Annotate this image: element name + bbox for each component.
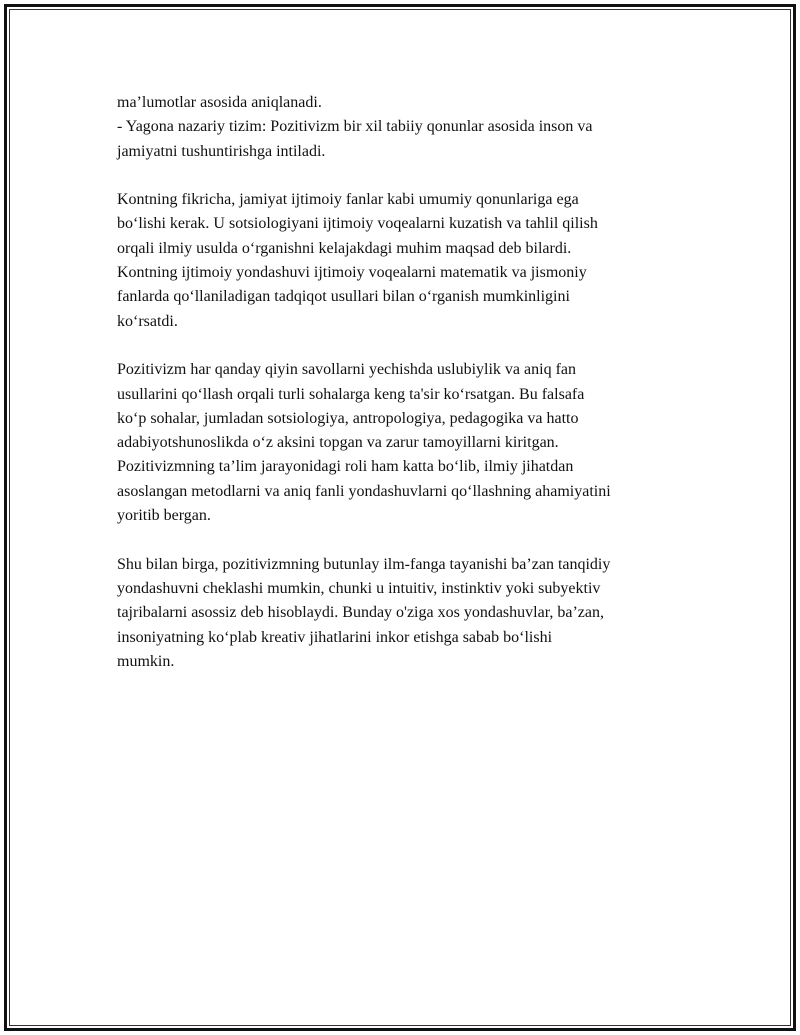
text-line: usullarini qo‘llash orqali turli sohalarga keng ta'sir ko‘rsatgan. Bu falsafa (117, 385, 585, 403)
text-line: insoniyatning ko‘plab kreativ jihatlarini inkor etishga sabab bo‘lishi (117, 628, 553, 646)
text-line: orqali ilmiy usulda o‘rganishni kelajakdagi muhim maqsad deb bilardi. (117, 239, 572, 257)
text-line: ko‘rsatdi. (117, 312, 178, 330)
paragraph-1 (117, 91, 702, 164)
text-line: Kontning ijtimoiy yondashuvi ijtimoiy voqealarni matematik va jismoniy (117, 264, 587, 282)
text-line: ko‘p sohalar, jumladan sotsiologiya, antropologiya, pedagogika va hatto (117, 409, 579, 427)
text-line: - Yagona nazariy tizim: Pozitivizm bir xil tabiiy qonunlar asosida inson va (117, 118, 593, 136)
text-line: Shu bilan birga, pozitivizmning butunlay ilm-fanga tayanishi ba’zan tanqidiy (117, 555, 611, 573)
paragraph-3 (117, 358, 702, 528)
text-line: adabiyotshunoslikda o‘z aksini topgan va zarur tamoyillarni kiritgan. (117, 434, 559, 452)
text-line: yondashuvni cheklashi mumkin, chunki u intuitiv, instinktiv yoki subyektiv (117, 579, 601, 597)
text-line: jamiyatni tushuntirishga intiladi. (117, 142, 326, 160)
text-line: yoritib bergan. (117, 507, 211, 525)
text-line: Pozitivizmning ta’lim jarayonidagi roli ham katta bo‘lib, ilmiy jihatdan (117, 458, 574, 476)
paragraph-4 (117, 553, 702, 674)
text-line: asoslangan metodlarni va aniq fanli yondashuvlarni qo‘llashning ahamiyatini (117, 482, 611, 500)
document-body (117, 91, 702, 698)
text-line: bo‘lishi kerak. U sotsiologiyani ijtimoiy voqealarni kuzatish va tahlil qilish (117, 215, 598, 233)
text-line: ma’lumotlar asosida aniqlanadi. (117, 94, 322, 111)
text-line: Pozitivizm har qanday qiyin savollarni yechishda uslubiylik va aniq fan (117, 361, 577, 379)
text-line: fanlarda qo‘llaniladigan tadqiqot usullari bilan o‘rganish mumkinligini (117, 288, 570, 306)
text-line: Kontning fikricha, jamiyat ijtimoiy fanlar kabi umumiy qonunlariga ega (117, 191, 579, 209)
text-line: mumkin. (117, 652, 175, 670)
text-line: tajribalarni asossiz deb hisoblaydi. Bunday o'ziga xos yondashuvlar, ba’zan, (117, 604, 605, 622)
paragraph-2 (117, 188, 702, 334)
